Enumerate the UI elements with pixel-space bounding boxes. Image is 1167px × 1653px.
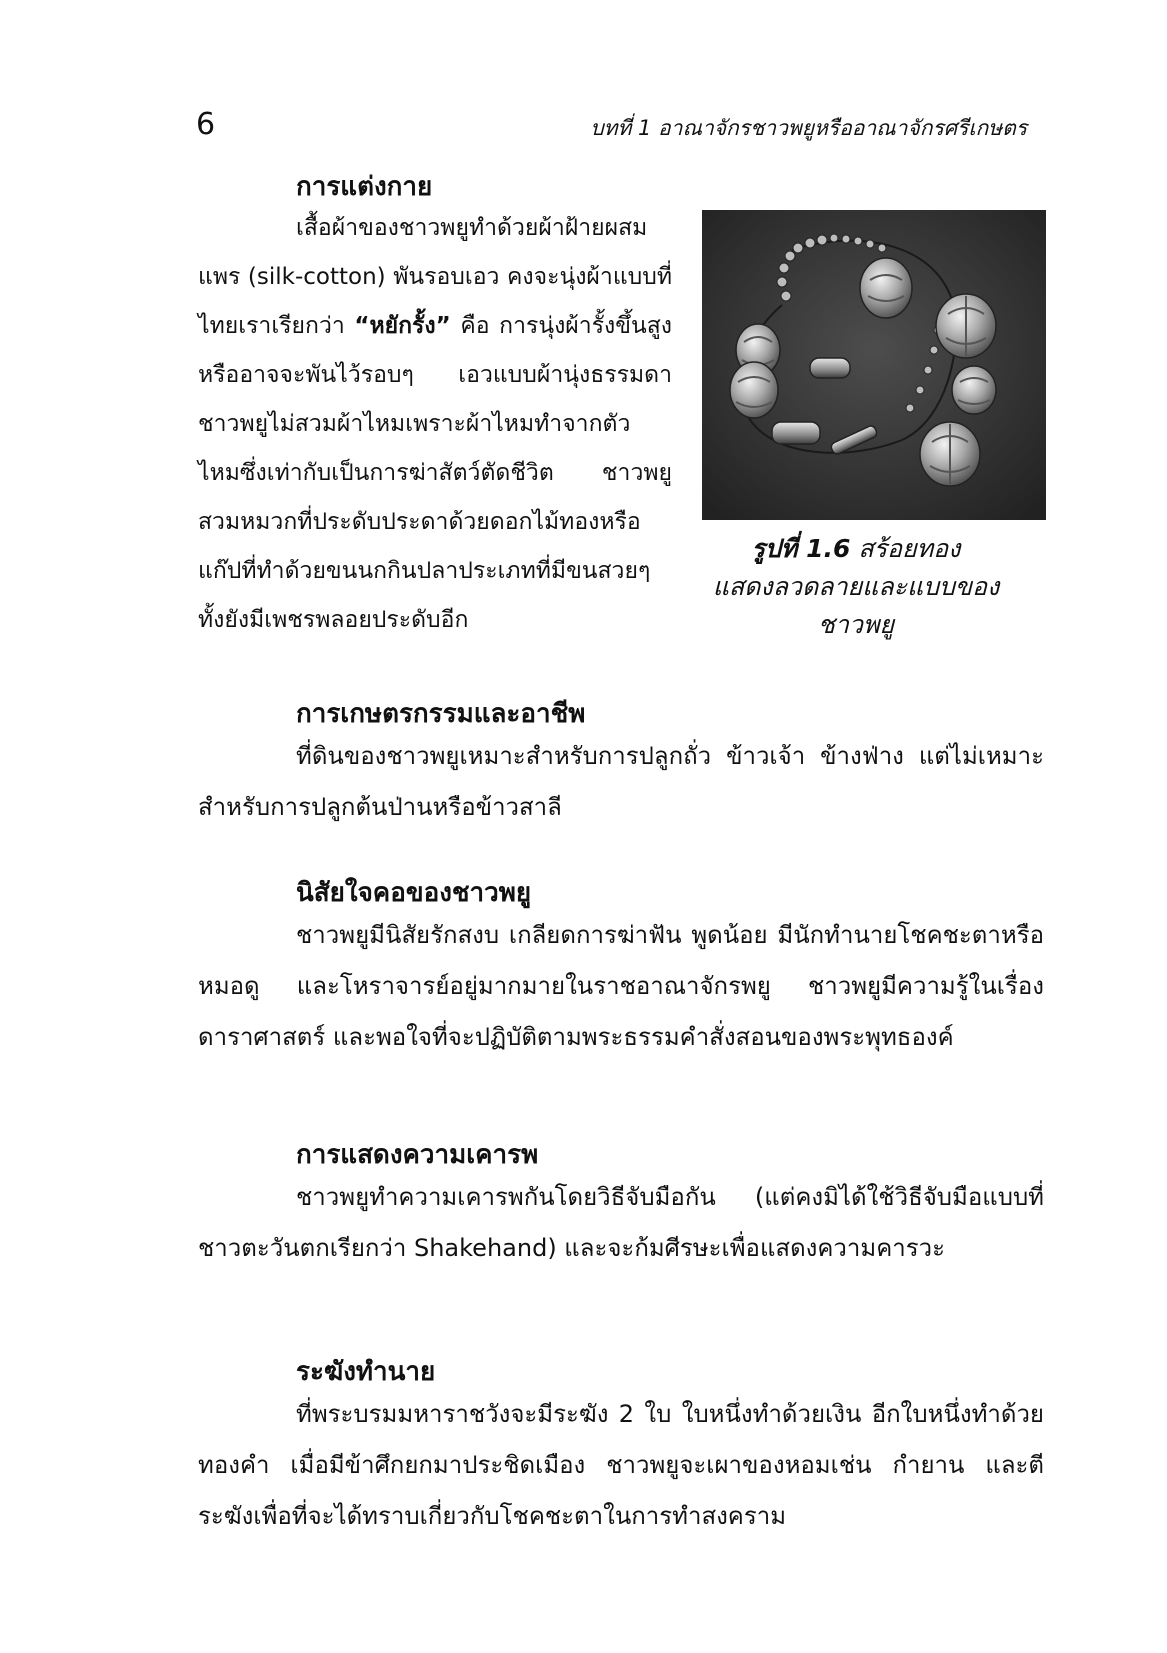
bold-term-yakrang: “หยักรั้ง” [354, 313, 451, 339]
page-number: 6 [196, 107, 216, 142]
section-heading-gong: ระฆังทำนาย [296, 1357, 436, 1387]
section-agriculture [198, 697, 1044, 833]
section-gong [198, 1355, 1044, 1542]
section-heading-agriculture: การเกษตรกรรมและอาชีพ [296, 699, 586, 729]
paragraph-agriculture: ที่ดินของชาวพยูเหมาะสำหรับการปลูกถั่ว ข้าวเจ้า ข้างฟ่าง แต่ไม่เหมาะสำหรับการปลูกต้นป่านหรือข้าวสาลี [198, 742, 1044, 821]
section-heading-nature: นิสัยใจคอของชาวพยู [296, 878, 532, 908]
section-heading-dress: การแต่งกาย [296, 172, 433, 202]
paragraph-gong: ที่พระบรมมหาราชวังจะมีระฆัง 2 ใบ ใบหนึ่งทำด้วยเงิน อีกใบหนึ่งทำด้วยทองคำ เมื่อมีข้าศึกยกมาประชิดเมือง ชาวพยูจะเผาของหอมเช่น กำยาน และตีระฆังเพื่อที่จะได้ทราบเกี่ยวกับโชคชะตาในการทำสงคราม [198, 1400, 1044, 1530]
section-heading-respect: การแสดงความเคารพ [296, 1140, 539, 1170]
paragraph-dress-part2: คือ การนุ่งผ้ารั้งขึ้นสูง หรืออาจจะพันไว้รอบๆ เอวแบบผ้านุ่งธรรมดา ชาวพยูไม่สวมผ้าไหมเพราะผ้าไหมทำจากตัวไหมซึ่งเท่ากับเป็นการฆ่าสัตว์ตัดชีวิต ชาวพยูสวมหมวกที่ประดับประดาด้วยดอกไม้ทองหรือแก๊ปที่ทำด้วยขนนกกินปลาประเภทที่มีขนสวยๆ ทั้งยังมีเพชรพลอยประดับอีก [198, 313, 672, 633]
paragraph-dress [198, 204, 672, 645]
figure-gold-necklace-photo [702, 210, 1046, 520]
paragraph-respect: ชาวพยูทำความเคารพกันโดยวิธีจับมือกัน (แต่คงมิได้ใช้วิธีจับมือแบบที่ชาวตะวันตกเรียกว่า Shakehand) และจะก้มศีรษะเพื่อแสดงความคารวะ [198, 1183, 1044, 1262]
paragraph-nature: ชาวพยูมีนิสัยรักสงบ เกลียดการฆ่าฟัน พูดน้อย มีนักทำนายโชคชะตาหรือหมอดู และโหราจารย์อยู่มากมายในราชอาณาจักรพยู ชาวพยูมีความรู้ในเรื่องดาราศาสตร์ และพอใจที่จะปฏิบัติตามพระธรรมคำสั่งสอนของพระพุทธองค์ [198, 921, 1044, 1051]
figure-caption [686, 530, 1026, 644]
caption-line-1-rest: สร้อยทอง [850, 534, 961, 563]
paragraph-dress-part1: เสื้อผ้าของชาวพยูทำด้วยผ้าฝ้ายผสมแพร (silk-cotton) พันรอบเอว คงจะนุ่งผ้าแบบที่ไทยเราเรียกว่า [198, 215, 672, 339]
running-header: บทที่ 1 อาณาจักรชาวพยูหรืออาณาจักรศรีเกษตร [590, 116, 1027, 140]
section-respect [198, 1138, 1044, 1274]
caption-line-1 [686, 530, 1026, 568]
figure-label: รูปที่ 1.6 [751, 534, 851, 563]
necklace-illustration [702, 210, 1046, 520]
section-dress [198, 170, 672, 645]
section-nature [198, 876, 1044, 1063]
caption-line-3: ชาวพยู [817, 610, 895, 639]
caption-line-2: แสดงลวดลายและแบบของ [712, 572, 1000, 601]
